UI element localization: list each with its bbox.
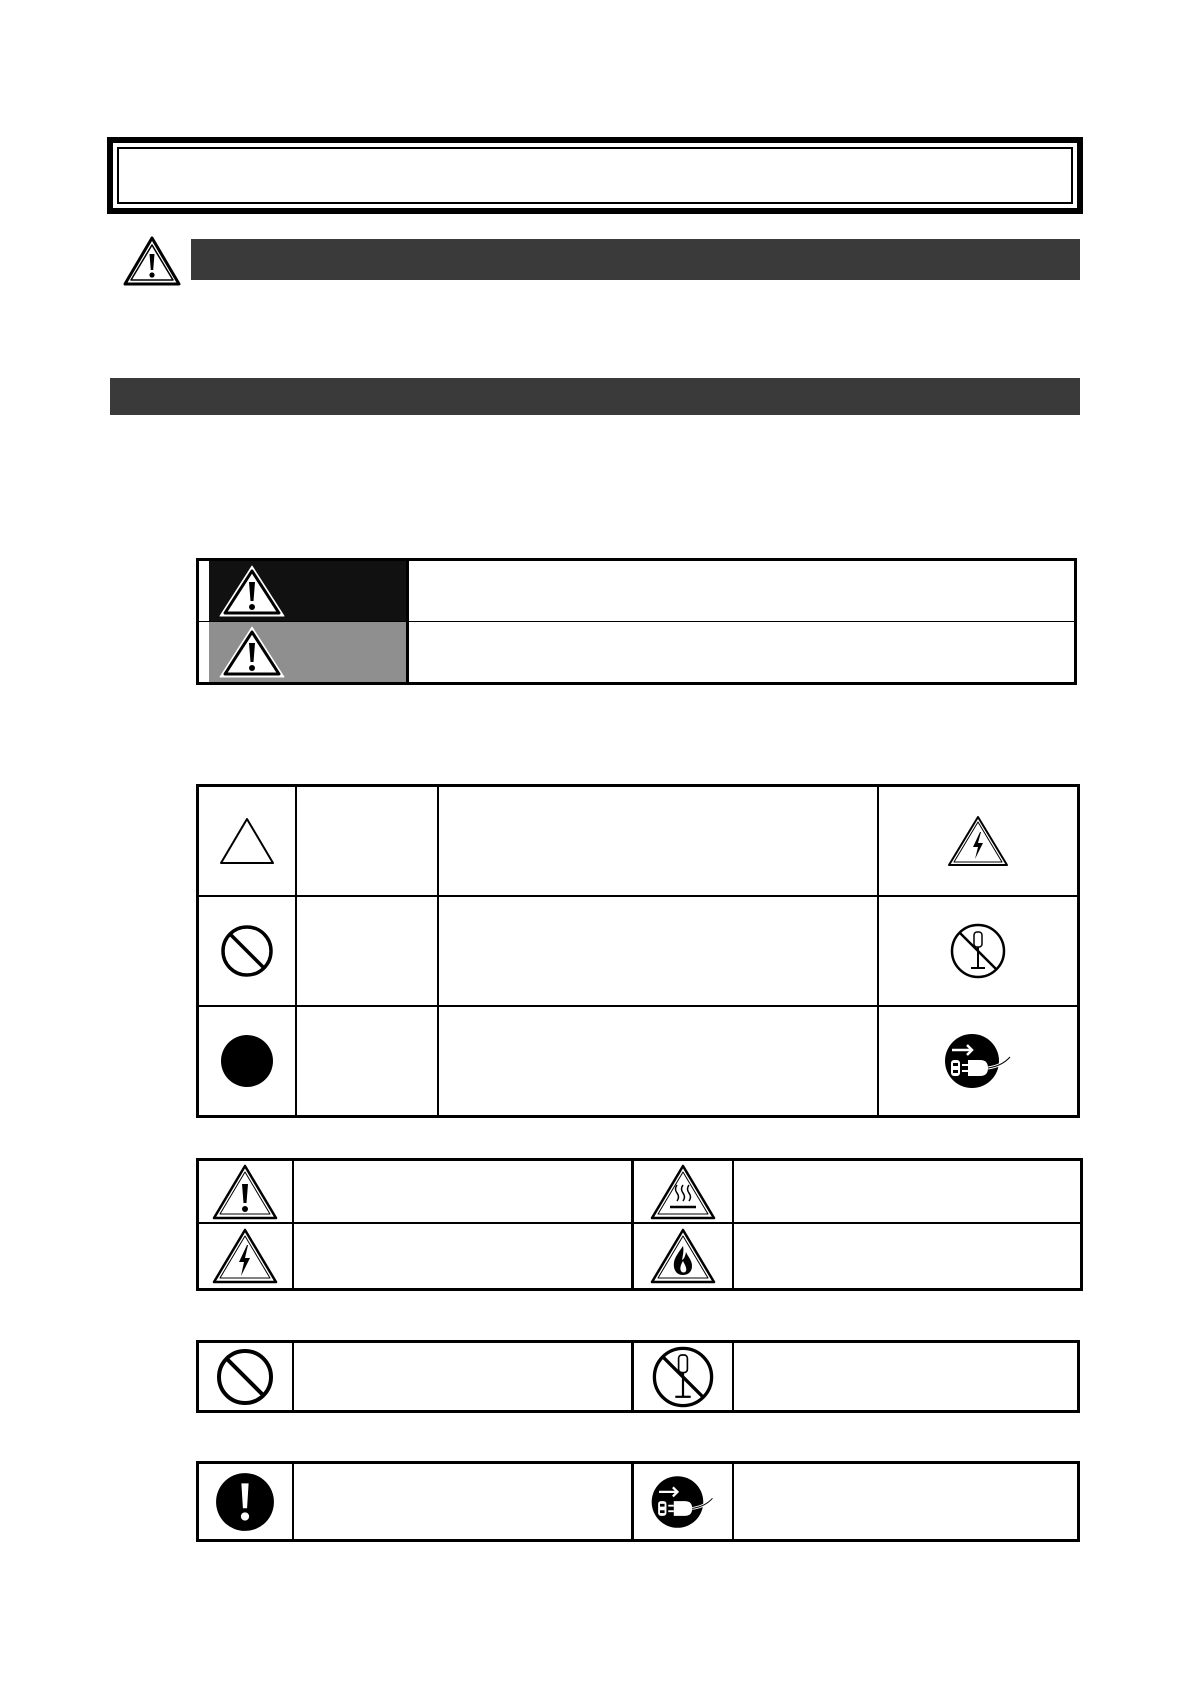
symbol-shape-cell [198,786,296,897]
symbol-name [296,1006,438,1117]
mandatory-label [733,1463,1079,1541]
mandatory-symbols-table [196,1461,1080,1542]
symbol-row-caution [198,786,1079,897]
signal-header-caution [198,622,408,684]
caution-icon-cell [198,1223,293,1290]
triangle-outline-icon [217,815,277,867]
general-prohibition-icon [215,1347,275,1407]
no-disassembly-icon [650,1344,716,1410]
caution-label [293,1160,633,1224]
warning-triangle-icon [217,624,287,680]
symbol-description [438,786,878,897]
electric-shock-icon [210,1227,280,1285]
unplug-icon [648,1471,718,1533]
caution-label [733,1160,1082,1224]
warning-banner [191,239,1080,280]
symbol-example-cell [878,896,1079,1006]
mandatory-symbols-row [198,1463,1079,1541]
hot-surface-icon [648,1163,718,1221]
no-disassembly-icon [948,921,1008,981]
symbol-shape-cell [198,1006,296,1117]
symbol-name [296,896,438,1006]
signal-row-caution [198,622,1076,684]
caution-symbols-row [198,1223,1082,1290]
mandatory-label [293,1463,633,1541]
caution-icon-cell [633,1223,733,1290]
section-banner [110,378,1080,415]
signal-fill-danger [209,561,406,621]
mandatory-icon-cell [198,1463,293,1541]
caution-label [733,1223,1082,1290]
fire-hazard-icon [648,1227,718,1285]
caution-icon-cell [198,1160,293,1224]
mandatory-icon-cell [633,1463,733,1541]
warning-banner-icon [122,235,182,287]
symbol-name [296,786,438,897]
signal-fill-caution [209,622,406,682]
symbol-example-cell [878,1006,1079,1117]
symbol-example-cell [878,786,1079,897]
electric-shock-warning-icon [946,814,1010,868]
symbol-description [438,1006,878,1117]
caution-symbols-row [198,1160,1082,1224]
general-caution-icon [210,1163,280,1221]
prohibition-icon-cell [633,1342,733,1412]
prohibition-circle-icon [219,923,275,979]
title-frame-inner [117,147,1073,204]
title-frame [107,137,1083,214]
filled-circle-icon [219,1033,275,1089]
signal-description-danger [408,560,1076,622]
warning-triangle-icon [217,563,287,619]
signal-header-danger [198,560,408,622]
symbol-shape-cell [198,896,296,1006]
prohibition-symbols-row [198,1342,1079,1412]
signal-word-table [196,558,1077,685]
caution-label [293,1223,633,1290]
symbol-type-table [196,784,1080,1118]
symbol-row-mandatory [198,1006,1079,1117]
symbol-row-prohibition [198,896,1079,1006]
unplug-icon [940,1031,1016,1091]
signal-description-caution [408,622,1076,684]
prohibition-label [293,1342,633,1412]
caution-symbols-table [196,1158,1083,1291]
caution-icon-cell [633,1160,733,1224]
prohibition-icon-cell [198,1342,293,1412]
signal-row-danger [198,560,1076,622]
prohibition-symbols-table [196,1340,1080,1413]
general-mandatory-icon [214,1471,276,1533]
symbol-description [438,896,878,1006]
prohibition-label [733,1342,1079,1412]
